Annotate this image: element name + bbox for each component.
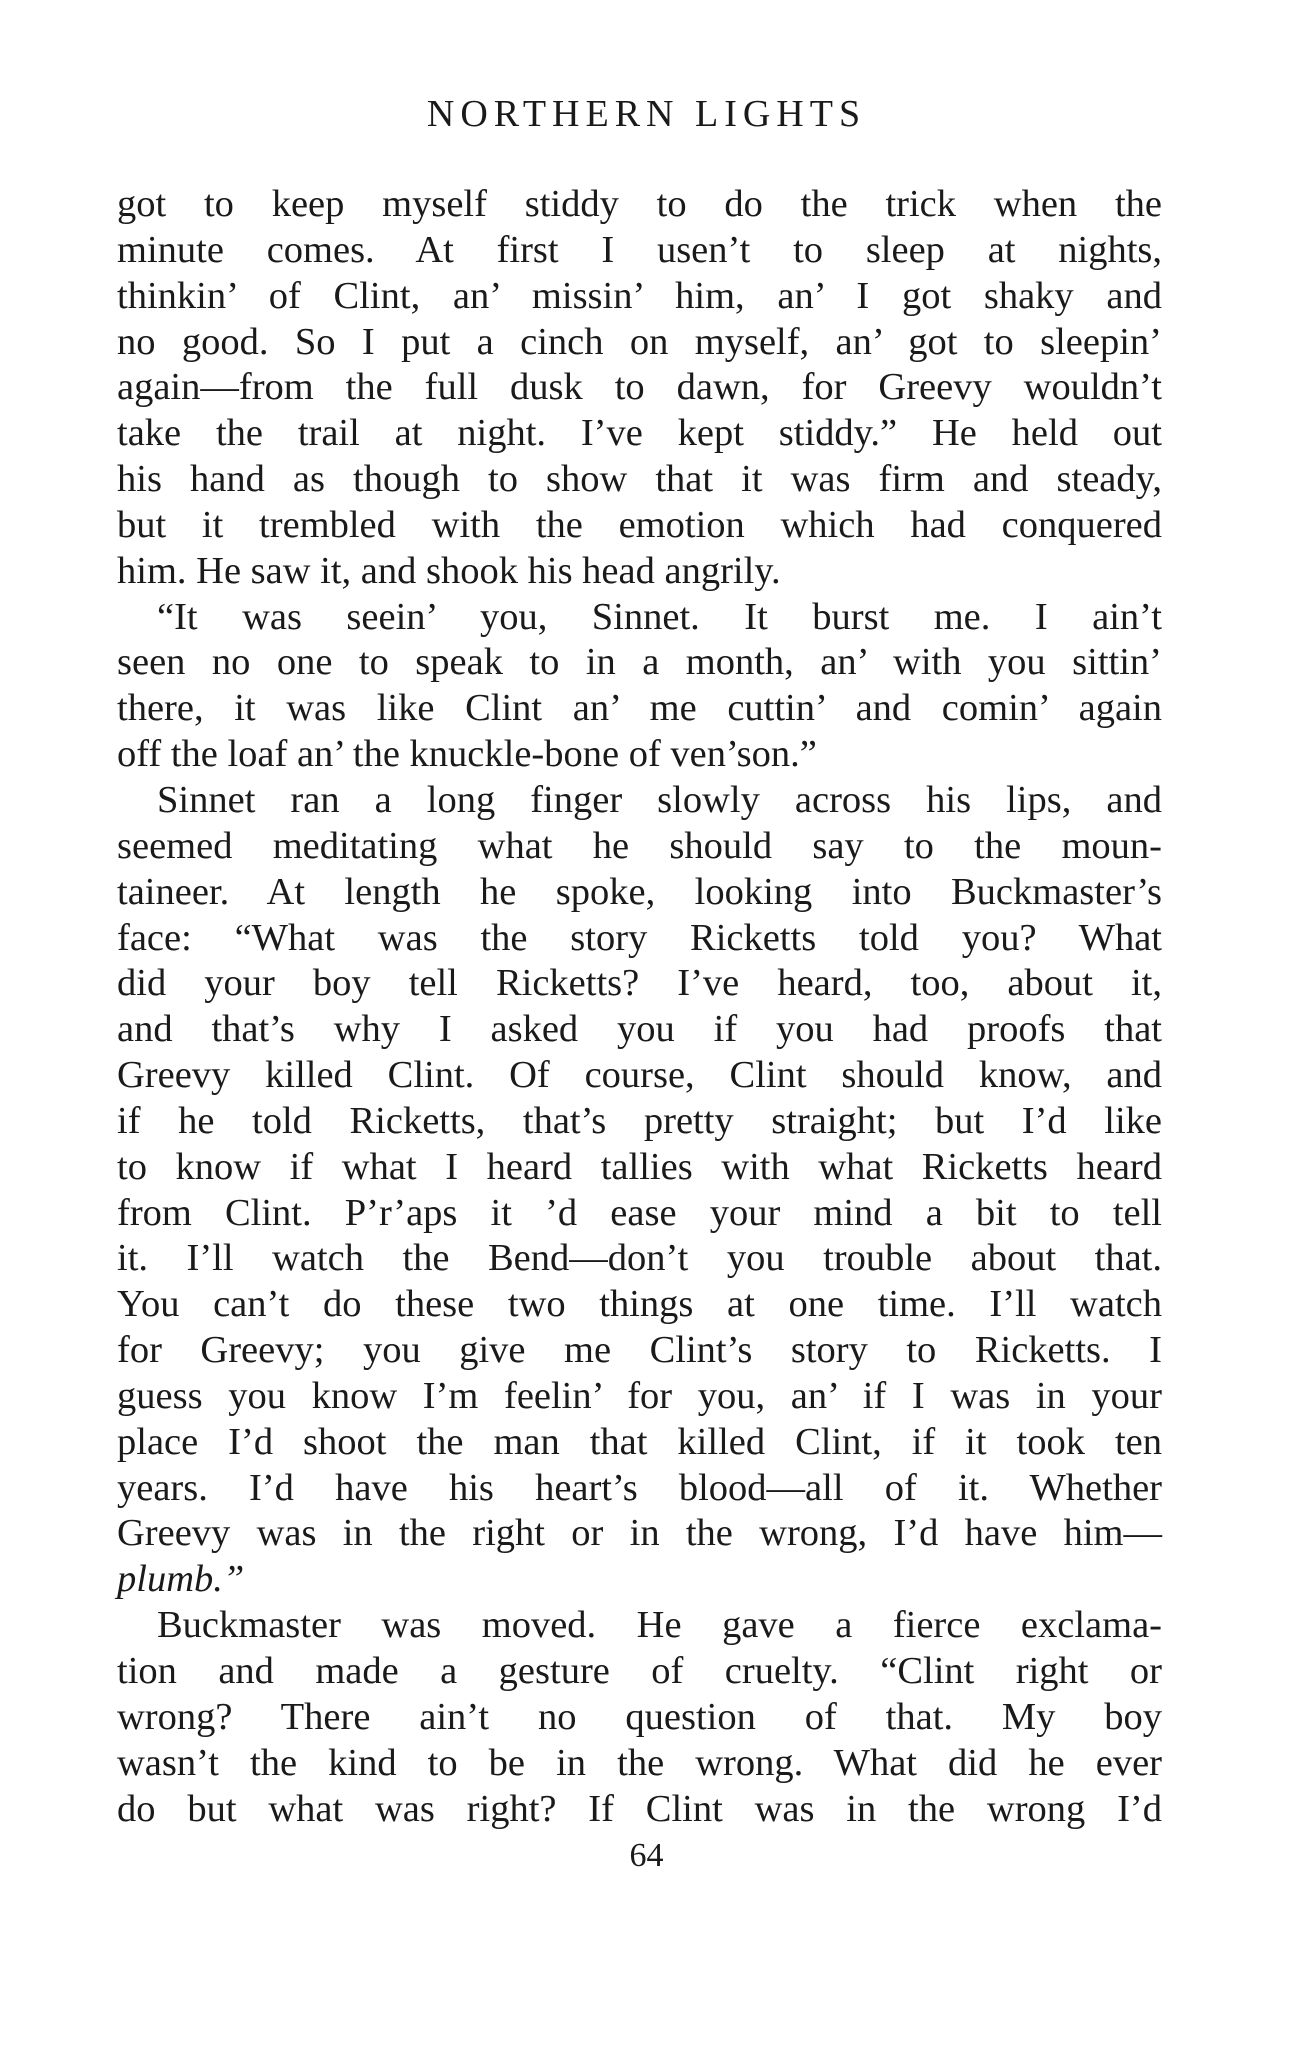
text-line: guess you know I’m feelin’ for you, an’ if I was in your <box>117 1374 1162 1417</box>
text-line: minute comes. At first I usen’t to sleep at nights, <box>117 228 1162 271</box>
text-line: face: “What was the story Ricketts told you? What <box>117 916 1162 959</box>
text-line: thinkin’ of Clint, an’ missin’ him, an’ I got shaky and <box>117 274 1162 317</box>
text-line: Greevy killed Clint. Of course, Clint should know, and <box>117 1054 1162 1097</box>
text-line: got to keep myself stiddy to do the trick when the <box>117 183 1162 225</box>
text-line: for Greevy; you give me Clint’s story to Ricketts. I <box>117 1329 1162 1372</box>
text-line: tion and made a gesture of cruelty. “Clint right or <box>117 1650 1162 1692</box>
italic-text: plumb.” <box>117 1558 245 1601</box>
text-line: and that’s why I asked you if you had proofs that <box>117 1008 1162 1051</box>
text-line: Buckmaster was moved. He gave a fierce exclama- <box>157 1604 1162 1647</box>
text-line: “It was seein’ you, Sinnet. It burst me. I ain’t <box>157 595 1162 638</box>
text-line: if he told Ricketts, that’s pretty straight; but I’d like <box>117 1099 1162 1142</box>
text-line: wasn’t the kind to be in the wrong. What did he ever <box>117 1741 1162 1784</box>
text-line: there, it was like Clint an’ me cuttin’ and comin’ again <box>117 687 1162 730</box>
text-line: his hand as though to show that it was firm and steady, <box>117 458 1162 501</box>
text-line: take the trail at night. I’ve kept stiddy.” He held out <box>117 412 1162 455</box>
text-line: taineer. At length he spoke, looking into Buckmaster’s <box>117 870 1162 913</box>
page-number: 64 <box>629 1837 664 1874</box>
text-line: You can’t do these two things at one time. I’ll watch <box>117 1283 1162 1326</box>
text-line: Greevy was in the right or in the wrong, I’d have him— <box>117 1512 1162 1555</box>
text-line: years. I’d have his heart’s blood—all of it. Whether <box>117 1466 1162 1509</box>
text-line: seemed meditating what he should say to the moun- <box>117 824 1162 867</box>
text-line: no good. So I put a cinch on myself, an’ got to sleepin’ <box>117 320 1162 363</box>
text-line: from Clint. P’r’aps it ’d ease your mind a bit to tell <box>117 1191 1162 1234</box>
text-line: wrong? There ain’t no question of that. My boy <box>117 1695 1162 1738</box>
text-line: him. He saw it, and shook his head angrily. <box>117 549 781 592</box>
text-line-italic <box>117 1557 1162 1603</box>
text-line: off the loaf an’ the knuckle-bone of ven’son.” <box>117 733 817 776</box>
text-line: seen no one to speak to in a month, an’ with you sittin’ <box>117 641 1162 684</box>
running-head: NORTHERN LIGHTS <box>426 93 867 135</box>
text-line: to know if what I heard tallies with what Ricketts heard <box>117 1145 1162 1188</box>
text-line: place I’d shoot the man that killed Clint, if it took ten <box>117 1420 1162 1463</box>
body-text <box>117 182 1162 1832</box>
text-line: again—from the full dusk to dawn, for Greevy wouldn’t <box>117 366 1162 409</box>
text-line: it. I’ll watch the Bend—don’t you trouble about that. <box>117 1237 1162 1280</box>
text-line: but it trembled with the emotion which had conquered <box>117 503 1162 546</box>
text-line: Sinnet ran a long finger slowly across his lips, and <box>157 778 1162 821</box>
text-line: do but what was right? If Clint was in the wrong I’d <box>117 1787 1162 1830</box>
text-line: did your boy tell Ricketts? I’ve heard, too, about it, <box>117 962 1162 1005</box>
